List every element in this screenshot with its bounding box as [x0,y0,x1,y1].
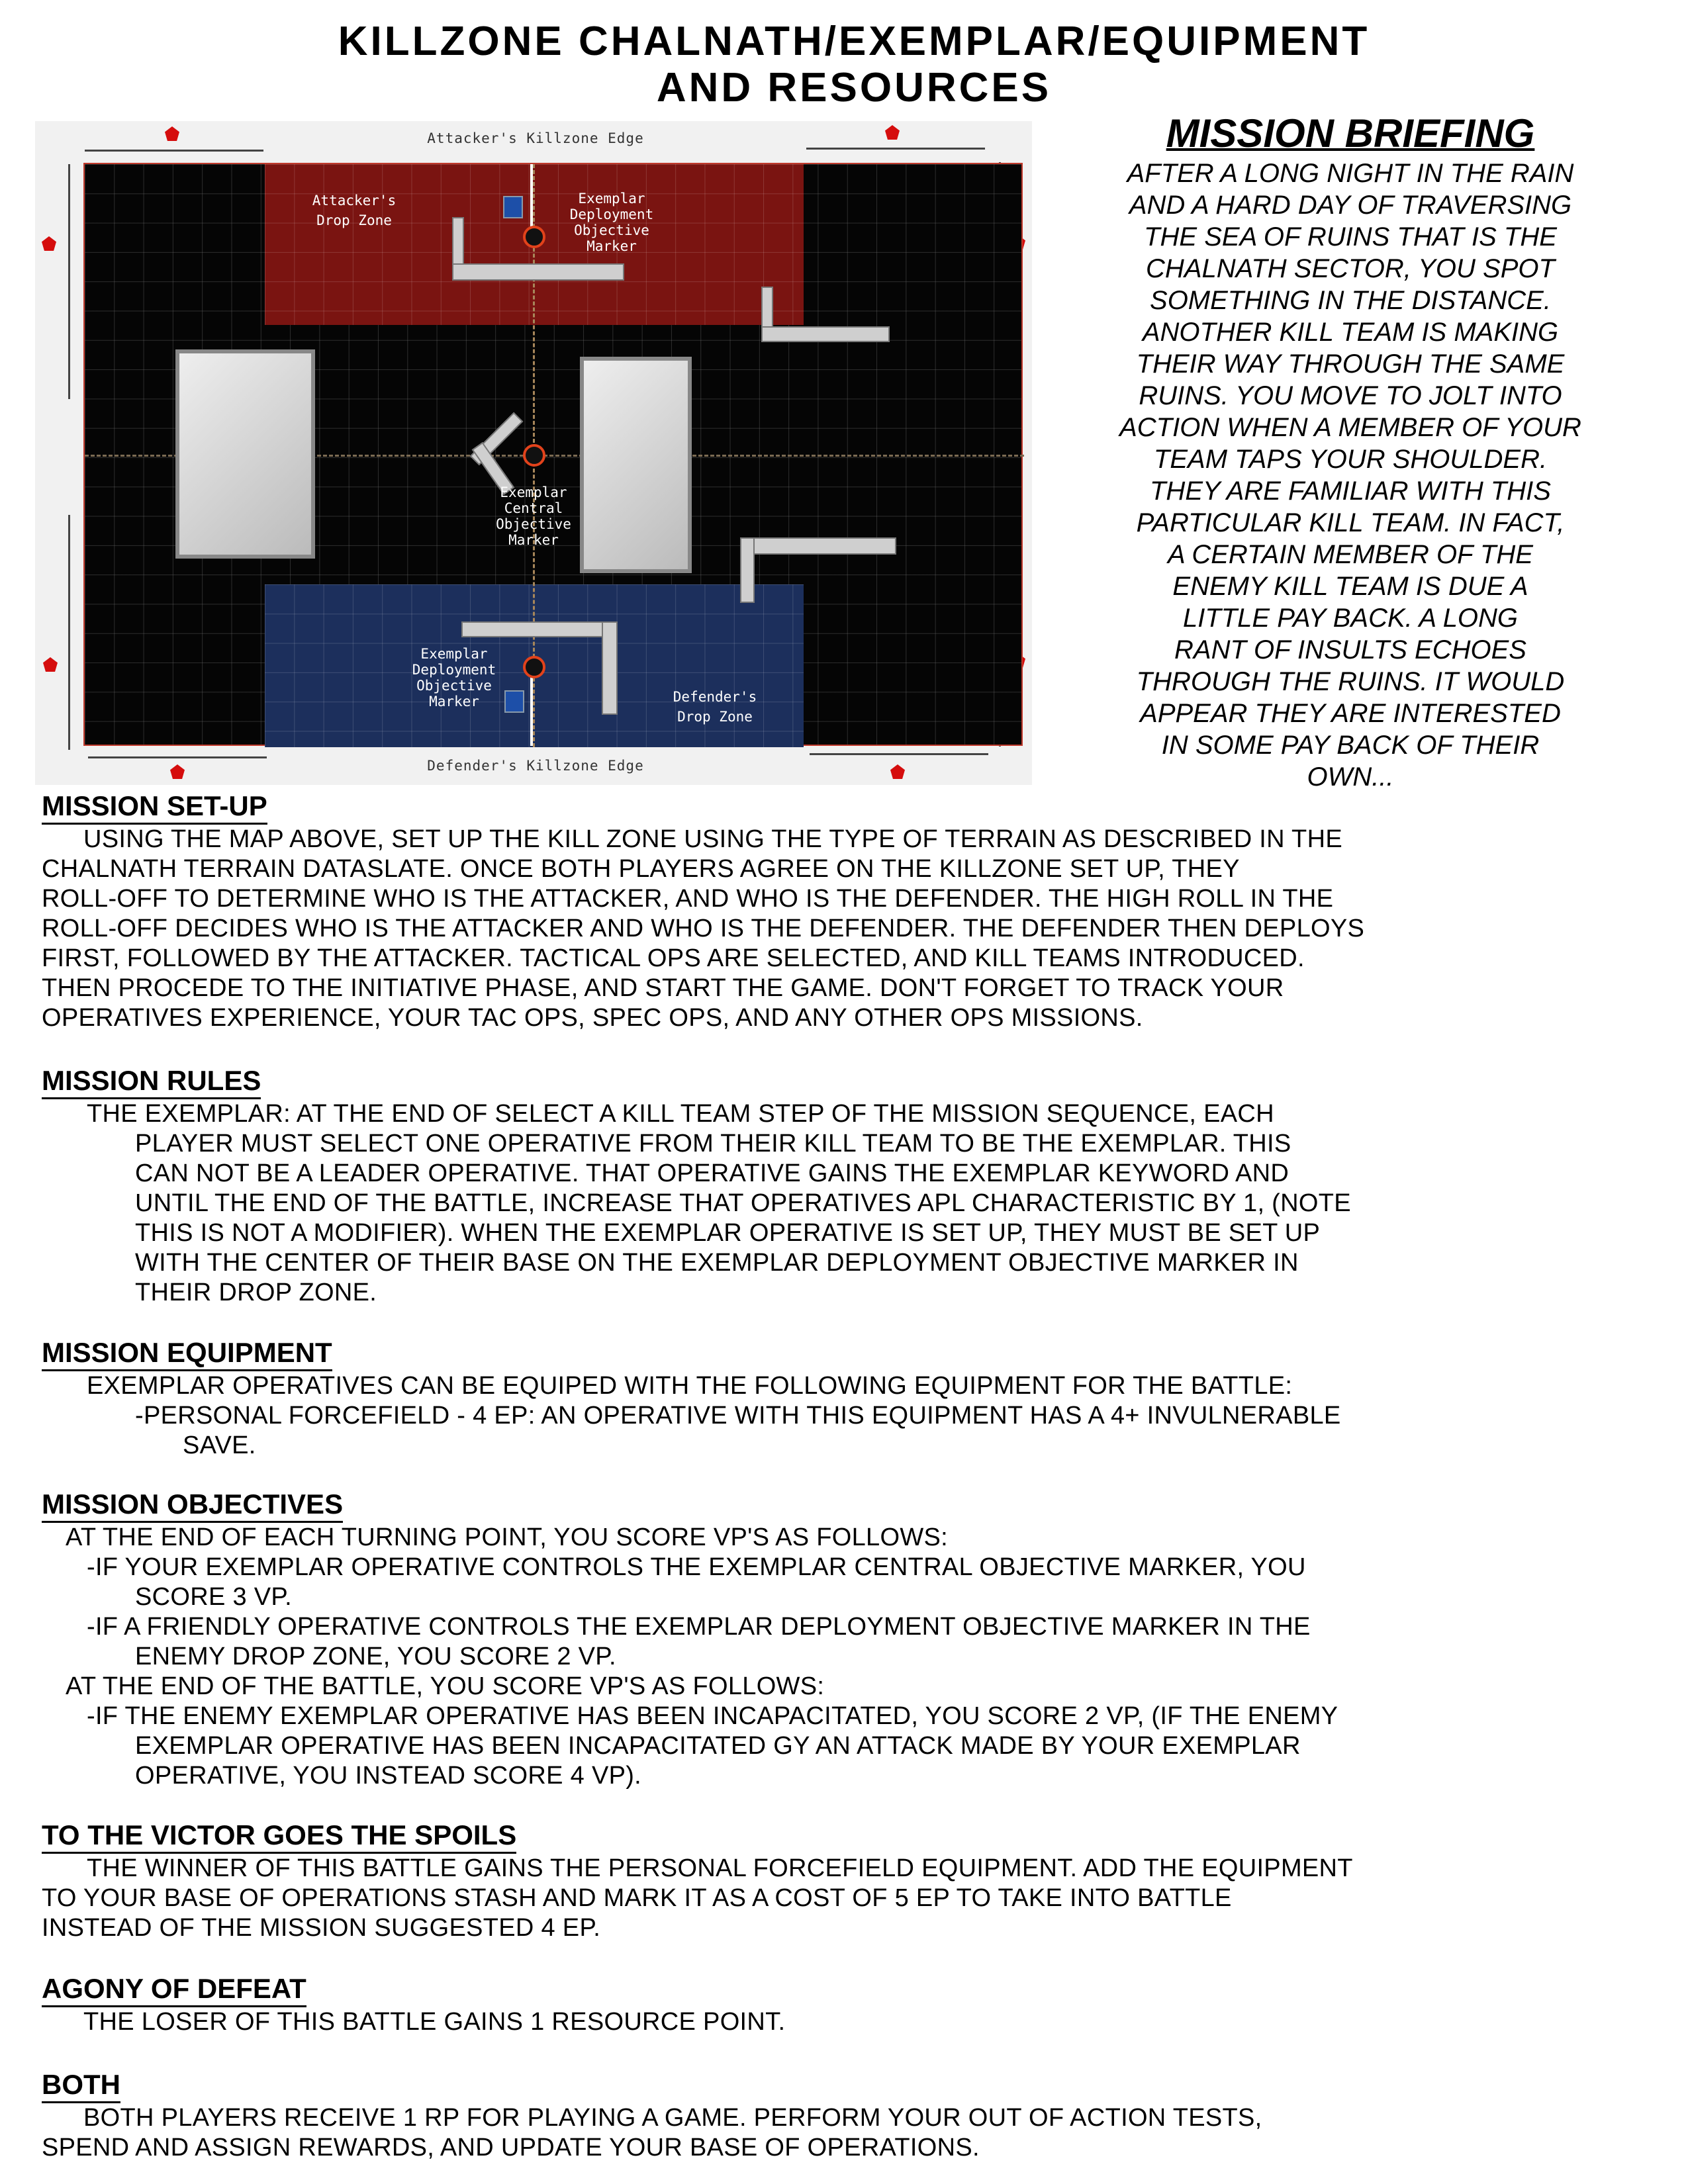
section-text-line: THEN PROCEDE TO THE INITIATIVE PHASE, AND START THE GAME. DON'T FORGET TO TRACK YOUR [42,974,1284,1002]
pentagon-marker-icon [170,764,185,779]
briefing-line: OWN... [1307,762,1394,792]
mission-objectives-heading: MISSION OBJECTIVES [42,1488,343,1523]
briefing-line: RUINS. YOU MOVE TO JOLT INTO [1139,381,1562,410]
label-line: Drop Zone [677,709,753,725]
killzone-map [35,121,1032,785]
section-text-line: SPEND AND ASSIGN REWARDS, AND UPDATE YOUR BASE OF OPERATIONS. [42,2134,980,2161]
pentagon-marker-icon [165,126,179,141]
skull-objective-marker-icon [523,656,545,678]
briefing-line: LITTLE PAY BACK. A LONG [1182,604,1519,633]
wall-terrain [740,537,755,603]
label-line: Exemplar [420,646,488,662]
section-text-line: -IF YOUR EXEMPLAR OPERATIVE CONTROLS THE EXEMPLAR CENTRAL OBJECTIVE MARKER, YOU [87,1553,1306,1581]
page-title-line-1: KILLZONE CHALNATH/EXEMPLAR/EQUIPMENT [338,19,1370,64]
edge-measure-bar [68,515,70,750]
section-text-line: UNTIL THE END OF THE BATTLE, INCREASE THAT OPERATIVES APL CHARACTERISTIC BY 1, (NOTE [135,1189,1351,1217]
section-text-line: AT THE END OF EACH TURNING POINT, YOU SCORE VP'S AS FOLLOWS: [66,1524,948,1551]
label-line: Objective [416,678,492,694]
section-text-line: -PERSONAL FORCEFIELD - 4 EP: AN OPERATIVE WITH THIS EQUIPMENT HAS A 4+ INVULNERABLE [135,1402,1341,1430]
mission-briefing-heading: MISSION BRIEFING [1166,111,1535,156]
edge-measure-bar [810,753,988,755]
briefing-line: ANOTHER KILL TEAM IS MAKING [1142,318,1559,347]
ruin-terrain [580,357,692,573]
mission-briefing-text [1039,158,1662,793]
attacker-killzone-edge-label: Attacker's Killzone Edge [427,130,644,146]
page-title-line-2: AND RESOURCES [656,65,1052,111]
section-text-line: -IF THE ENEMY EXEMPLAR OPERATIVE HAS BEEN INCAPACITATED, YOU SCORE 2 VP, (IF THE ENEMY [87,1702,1338,1730]
wall-terrain [452,263,624,281]
briefing-line: TEAM TAPS YOUR SHOULDER. [1153,445,1548,474]
label-line: Drop Zone [316,212,392,228]
section-text-line: ROLL-OFF DECIDES WHO IS THE ATTACKER AND WHO IS THE DEFENDER. THE DEFENDER THEN DEPLOYS [42,915,1365,942]
section-text-line: PLAYER MUST SELECT ONE OPERATIVE FROM THEIR KILL TEAM TO BE THE EXEMPLAR. THIS [135,1130,1291,1158]
pentagon-marker-icon [885,125,900,140]
label-line: Attacker's [312,193,397,208]
briefing-line: IN SOME PAY BACK OF THEIR [1161,731,1540,760]
section-text-line: SCORE 3 VP. [135,1583,293,1611]
top-deployment-marker-label [570,191,653,254]
label-line: Deployment [412,662,496,678]
briefing-line: THE SEA OF RUINS THAT IS THE [1144,222,1557,251]
section-text-line: THIS IS NOT A MODIFIER). WHEN THE EXEMPLAR OPERATIVE IS SET UP, THEY MUST BE SET UP [135,1219,1321,1247]
section-text-line: THE LOSER OF THIS BATTLE GAINS 1 RESOURCE POINT. [83,2008,786,2036]
mission-rules-heading: MISSION RULES [42,1064,261,1099]
victor-spoils-heading: TO THE VICTOR GOES THE SPOILS [42,1819,516,1854]
section-text-line: THE WINNER OF THIS BATTLE GAINS THE PERSONAL FORCEFIELD EQUIPMENT. ADD THE EQUIPMENT [87,1854,1353,1882]
pentagon-marker-icon [43,657,58,672]
agony-of-defeat-heading: AGONY OF DEFEAT [42,1972,306,2007]
section-text-line: ENEMY DROP ZONE, YOU SCORE 2 VP. [135,1643,616,1670]
pentagon-marker-icon [42,236,56,251]
section-text-line: CHALNATH TERRAIN DATASLATE. ONCE BOTH PLAYERS AGREE ON THE KILLZONE SET UP, THEY [42,855,1240,883]
briefing-line: A CERTAIN MEMBER OF THE [1168,540,1533,569]
pentagon-marker-icon [890,764,905,779]
section-text-line: OPERATIVE, YOU INSTEAD SCORE 4 VP). [135,1762,642,1790]
agony-of-defeat-section [42,1972,1670,2037]
briefing-line: SOMETHING IN THE DISTANCE. [1150,286,1551,315]
label-line: Marker [508,532,559,548]
section-text-line: -IF A FRIENDLY OPERATIVE CONTROLS THE EXEMPLAR DEPLOYMENT OBJECTIVE MARKER IN THE [87,1613,1311,1641]
edge-measure-bar [85,150,263,152]
wall-terrain [461,621,618,637]
section-text-line: EXEMPLAR OPERATIVE HAS BEEN INCAPACITATED GY AN ATTACK MADE BY YOUR EXEMPLAR [135,1732,1301,1760]
mission-equipment-section [42,1336,1670,1461]
briefing-line: RANT OF INSULTS ECHOES [1174,635,1526,664]
label-line: Objective [574,222,649,238]
mission-equipment-heading: MISSION EQUIPMENT [42,1336,332,1371]
blue-square-marker [503,196,523,218]
label-line: Central [504,500,563,516]
both-section [42,2068,1670,2163]
label-line: Objective [496,516,571,532]
label-line: Defender's [673,689,757,705]
briefing-line: AFTER A LONG NIGHT IN THE RAIN [1127,159,1574,188]
wall-terrain [602,621,618,715]
blue-square-marker [504,690,524,713]
victor-spoils-section [42,1819,1670,1943]
section-text-line: BOTH PLAYERS RECEIVE 1 RP FOR PLAYING A GAME. PERFORM YOUR OUT OF ACTION TESTS, [83,2104,1262,2132]
wall-terrain [740,537,896,555]
game-board [83,163,1023,746]
section-text-line: EXEMPLAR OPERATIVES CAN BE EQUIPED WITH THE FOLLOWING EQUIPMENT FOR THE BATTLE: [87,1372,1293,1400]
label-line: Marker [429,694,479,709]
label-line: Marker [586,238,637,254]
briefing-line: AND A HARD DAY OF TRAVERSING [1129,191,1572,220]
section-text-line: TO YOUR BASE OF OPERATIONS STASH AND MARK IT AS A COST OF 5 EP TO TAKE INTO BATTLE [42,1884,1232,1912]
mission-setup-heading: MISSION SET-UP [42,790,267,825]
attacker-drop-zone-label [312,191,396,230]
label-line: Exemplar [500,484,567,500]
section-text-line: USING THE MAP ABOVE, SET UP THE KILL ZONE USING THE TYPE OF TERRAIN AS DESCRIBED IN THE [83,825,1342,853]
briefing-line: APPEAR THEY ARE INTERESTED [1140,699,1561,728]
edge-measure-bar [88,756,267,758]
mission-setup-section [42,790,1670,1033]
section-text-line: THEIR DROP ZONE. [135,1279,377,1306]
edge-measure-bar [806,148,985,150]
both-heading: BOTH [42,2068,120,2103]
briefing-line: ENEMY KILL TEAM IS DUE A [1172,572,1528,601]
section-text-line: AT THE END OF THE BATTLE, YOU SCORE VP'S AS FOLLOWS: [66,1672,825,1700]
label-line: Exemplar [578,191,645,206]
arrow-down-icon [530,677,533,746]
bottom-deployment-marker-label [412,646,496,709]
briefing-line: THEY ARE FAMILIAR WITH THIS [1150,477,1551,506]
section-text-line: WITH THE CENTER OF THEIR BASE ON THE EXEMPLAR DEPLOYMENT OBJECTIVE MARKER IN [135,1249,1299,1277]
section-text-line: INSTEAD OF THE MISSION SUGGESTED 4 EP. [42,1914,601,1942]
section-text-line: FIRST, FOLLOWED BY THE ATTACKER. TACTICAL OPS ARE SELECTED, AND KILL TEAMS INTRODUCED. [42,944,1305,972]
briefing-line: CHALNATH SECTOR, YOU SPOT [1146,254,1555,283]
skull-objective-marker-icon [523,226,545,248]
skull-objective-marker-icon [523,444,545,467]
briefing-line: THROUGH THE RUINS. IT WOULD [1136,667,1565,696]
defender-killzone-edge-label: Defender's Killzone Edge [427,758,644,774]
briefing-line: PARTICULAR KILL TEAM. IN FACT, [1136,508,1565,537]
central-objective-marker-label [496,484,571,548]
briefing-line: ACTION WHEN A MEMBER OF YOUR [1119,413,1581,442]
mission-objectives-section [42,1488,1670,1791]
edge-measure-bar [68,164,70,399]
section-text-line: THE EXEMPLAR: AT THE END OF SELECT A KILL TEAM STEP OF THE MISSION SEQUENCE, EACH [87,1100,1274,1128]
section-text-line: OPERATIVES EXPERIENCE, YOUR TAC OPS, SPEC OPS, AND ANY OTHER OPS MISSIONS. [42,1004,1143,1032]
section-text-line: SAVE. [183,1432,256,1459]
wall-terrain [761,326,890,342]
section-text-line: CAN NOT BE A LEADER OPERATIVE. THAT OPERATIVE GAINS THE EXEMPLAR KEYWORD AND [135,1160,1289,1187]
mission-rules-section [42,1064,1670,1308]
defender-drop-zone-label [673,687,757,727]
section-text-line: ROLL-OFF TO DETERMINE WHO IS THE ATTACKER, AND WHO IS THE DEFENDER. THE HIGH ROLL IN THE [42,885,1334,913]
briefing-line: THEIR WAY THROUGH THE SAME [1136,349,1565,379]
ruin-terrain [175,349,315,559]
label-line: Deployment [569,206,654,222]
